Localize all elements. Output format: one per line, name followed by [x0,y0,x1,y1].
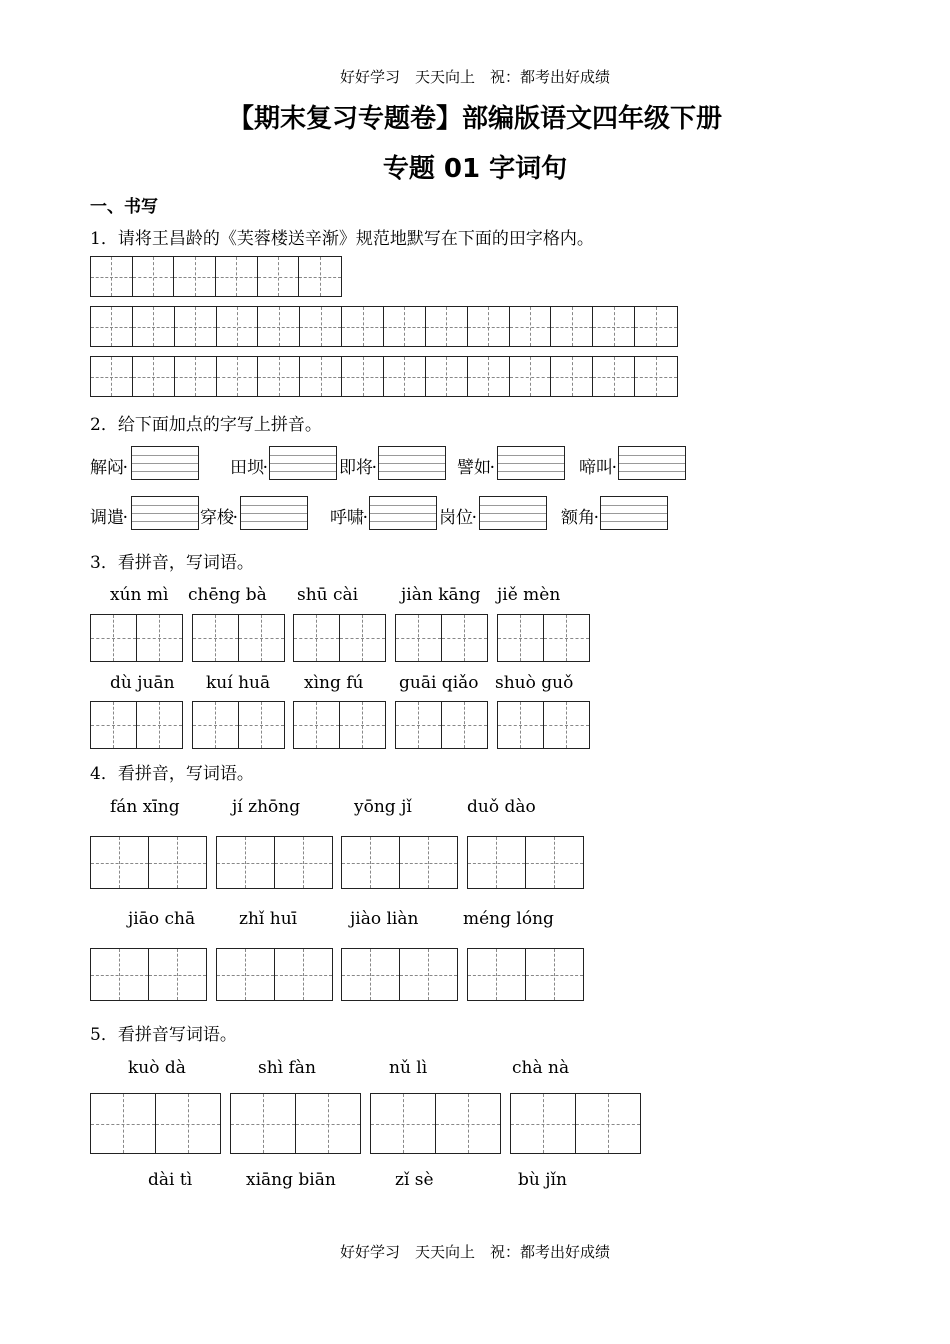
word-grid[interactable] [216,948,333,1001]
word-grid[interactable] [510,1093,641,1154]
question-5: 5．看拼音写词语。 [90,1025,237,1045]
page-title: 【期末复习专题卷】部编版语文四年级下册 [227,104,722,134]
pinyin-label: shuò guǒ [495,673,574,693]
pinyin-label: shì fàn [258,1058,316,1078]
pinyin-label: kuí huā [206,673,271,693]
page-subtitle: 专题 01 字词句 [382,154,568,184]
word-grid[interactable] [192,614,285,662]
word-grid[interactable] [90,614,183,662]
tianzige-row-2[interactable] [90,306,678,347]
word-grid[interactable] [467,836,584,889]
pinyin-word: 调遣 · [90,503,124,528]
word-grid[interactable] [293,701,386,749]
pinyin-word: 呼啸 · [330,503,364,528]
word-grid[interactable] [216,836,333,889]
pinyin-label: chēng bà [188,585,267,605]
question-1: 1．请将王昌龄的《芙蓉楼送辛渐》规范地默写在下面的田字格内。 [90,229,594,249]
pinyin-label: shū cài [297,585,359,605]
pinyin-label: dù juān [110,673,175,693]
pinyin-label: kuò dà [128,1058,186,1078]
pinyin-label: fán xīng [110,797,180,817]
pinyin-label: duǒ dào [467,797,536,817]
question-2: 2．给下面加点的字写上拼音。 [90,415,322,435]
pinyin-word: 穿梭 · [200,503,234,528]
word-grid[interactable] [395,701,488,749]
word-grid[interactable] [467,948,584,1001]
pinyin-word: 解闷 · [90,453,124,478]
pinyin-label: jiào liàn [350,909,419,929]
pinyin-label: xìng fú [304,673,364,693]
word-grid[interactable] [370,1093,501,1154]
pinyin-box[interactable] [131,496,199,530]
word-grid[interactable] [341,948,458,1001]
pinyin-label: zhǐ huī [239,909,298,929]
word-grid[interactable] [497,701,590,749]
section-heading: 一、书写 [90,197,158,217]
pinyin-word: 岗位 · [439,503,473,528]
pinyin-box[interactable] [479,496,547,530]
pinyin-label: jiě mèn [497,585,561,605]
word-grid[interactable] [90,1093,221,1154]
pinyin-word: 譬如 · [457,453,491,478]
pinyin-label: jí zhōng [232,797,301,817]
pinyin-box[interactable] [369,496,437,530]
page-footer: 好好学习 天天向上 祝：都考出好成绩 [339,1243,610,1261]
pinyin-label: bù jǐn [518,1170,567,1190]
pinyin-label: chà nà [512,1058,570,1078]
pinyin-box[interactable] [600,496,668,530]
pinyin-label: méng lóng [463,909,554,929]
question-3: 3．看拼音，写词语。 [90,553,254,573]
pinyin-label: jiàn kāng [401,585,481,605]
question-4: 4．看拼音，写词语。 [90,764,254,784]
word-grid[interactable] [497,614,590,662]
pinyin-word: 即将 · [339,453,373,478]
word-grid[interactable] [341,836,458,889]
pinyin-label: xiāng biān [246,1170,336,1190]
word-grid[interactable] [395,614,488,662]
pinyin-label: dài tì [148,1170,193,1190]
pinyin-label: yōng jǐ [354,797,412,817]
word-grid[interactable] [90,836,207,889]
word-grid[interactable] [90,701,183,749]
pinyin-box[interactable] [618,446,686,480]
pinyin-label: xún mì [110,585,169,605]
pinyin-label: zǐ sè [395,1170,434,1190]
tianzige-row-3[interactable] [90,356,678,397]
pinyin-word: 啼叫 · [579,453,613,478]
pinyin-label: guāi qiǎo [399,673,479,693]
page-header: 好好学习 天天向上 祝：都考出好成绩 [339,68,610,86]
pinyin-box[interactable] [497,446,565,480]
pinyin-label: jiāo chā [128,909,196,929]
word-grid[interactable] [230,1093,361,1154]
word-grid[interactable] [293,614,386,662]
pinyin-box[interactable] [378,446,446,480]
pinyin-word: 额角 · [561,503,595,528]
word-grid[interactable] [192,701,285,749]
pinyin-label: nǔ lì [389,1058,428,1078]
pinyin-box[interactable] [269,446,337,480]
pinyin-box[interactable] [240,496,308,530]
pinyin-word: 田坝 · [230,453,264,478]
tianzige-row-1[interactable] [90,256,342,297]
word-grid[interactable] [90,948,207,1001]
pinyin-box[interactable] [131,446,199,480]
